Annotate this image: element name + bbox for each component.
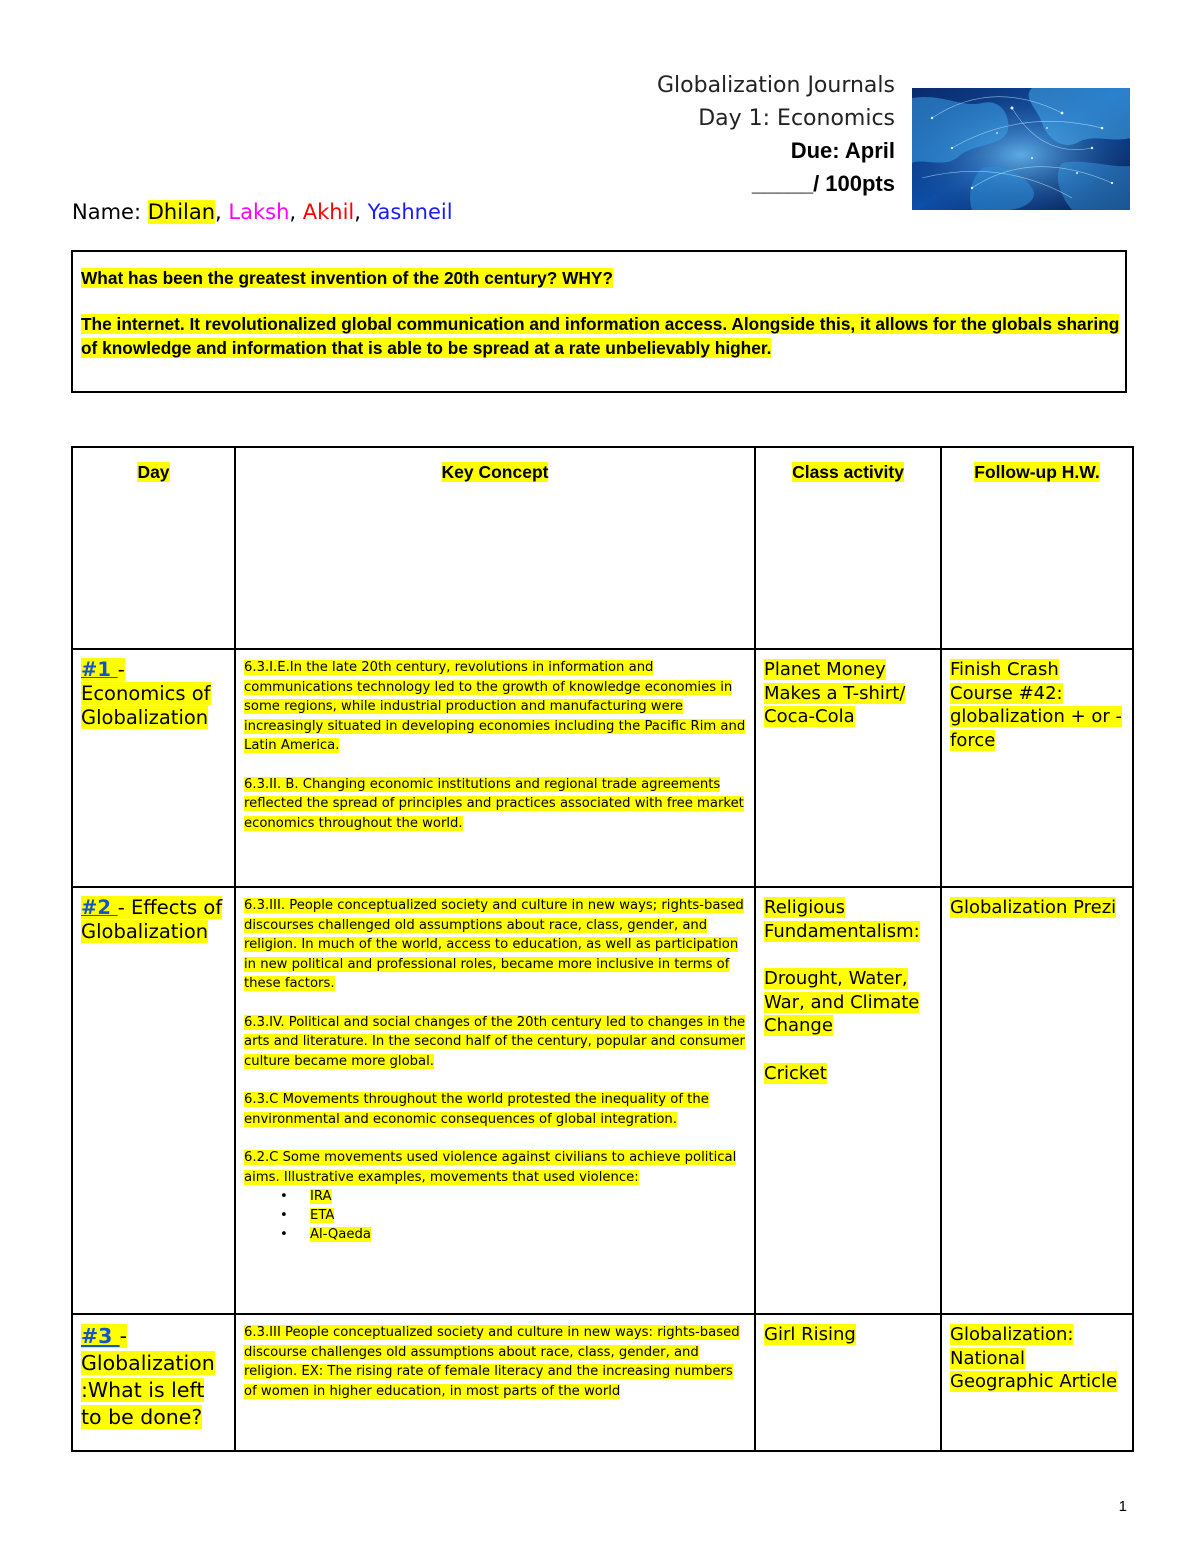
activity-text: Religious Fundamentalism: <box>764 897 920 942</box>
key-concept-cell <box>235 1314 755 1451</box>
day-cell <box>72 1314 235 1451</box>
bullet-list <box>244 1187 746 1244</box>
page-number: 1 <box>1118 1498 1127 1515</box>
student-name-2: Laksh <box>228 200 290 224</box>
table-row <box>72 1314 1133 1451</box>
student-name-3: Akhil <box>302 200 355 224</box>
header-cell-follow-up-hw: Follow-up H.W. <box>941 447 1133 649</box>
list-item: • IRA <box>310 1187 746 1206</box>
day-cell <box>72 649 235 887</box>
day-number-link[interactable]: #2 <box>81 896 118 919</box>
question-prompt: What has been the greatest invention of the 20th century? WHY? <box>81 268 613 288</box>
class-activity-cell <box>755 649 941 887</box>
table-row <box>72 887 1133 1314</box>
header-cell-class-activity: Class activity <box>755 447 941 649</box>
journal-header <box>657 70 895 200</box>
concept-text: 6.2.C Some movements used violence against civilians to achieve political aims. Illustrative examples, movements that used violence: <box>244 1150 737 1185</box>
day-cell <box>72 887 235 1314</box>
question-answer: The internet. It revolutionalized global communication and information access. Alongside this, it allows for the globals sharing of knowledge and information that is able to be spread at a rate unbelievably higher. <box>81 314 1120 358</box>
concept-text: 6.3.II. B. Changing economic institutions and regional trade agreements reflected the spread of principles and practices associated with free market economics throughout the world. <box>244 776 744 831</box>
student-name-4: Yashneil <box>367 200 453 224</box>
homework-cell <box>941 887 1133 1314</box>
homework-cell <box>941 649 1133 887</box>
homework-text: Finish Crash Course #42: globalization + or - force <box>950 659 1123 751</box>
concept-text: 6.3.IV. Political and social changes of the 20th century led to changes in the arts and literature. In the second half of the century, popular and consumer culture became more global. <box>244 1014 746 1069</box>
homework-text: Globalization Prezi <box>950 897 1117 918</box>
table-row <box>72 649 1133 887</box>
homework-text: Globalization: National Geographic Article <box>950 1324 1118 1392</box>
list-item: • Al-Qaeda <box>310 1225 746 1244</box>
header-cell-day: Day <box>72 447 235 649</box>
activity-text: Cricket <box>764 1062 827 1084</box>
activity-text: Girl Rising <box>764 1324 856 1345</box>
concept-text: 6.3.III. People conceptualized society and culture in new ways; rights-based discourses challenged old assumptions about race, class, gender, and religion. In much of the world, access to education, as well as participation in new political and professional roles, became more inclusive in terms of these factors. <box>244 898 744 991</box>
homework-cell <box>941 1314 1133 1451</box>
journal-table <box>71 446 1134 1452</box>
day-title: - Economics of Globalization <box>81 658 211 729</box>
day-title: - Effects of Globalization <box>81 896 223 943</box>
name-separator: , <box>289 200 303 224</box>
due-date: Due: April <box>790 138 895 163</box>
header-cell-key-concept: Key Concept <box>235 447 755 649</box>
points-field: _____/ 100pts <box>751 170 895 196</box>
name-separator: , <box>215 200 229 224</box>
day-number-link[interactable]: #1 <box>81 658 118 681</box>
concept-text: 6.3.I.E.In the late 20th century, revolutions in information and communications technology led to the growth of knowledge economies in some regions, while industrial production and manufacturing were increasingly situated in developing economies including the Pacific Rim and Latin America. <box>244 660 746 753</box>
concept-text: 6.3.III People conceptualized society and culture in new ways: rights-based discourse challenges old assumptions about race, class, gender, and religion. EX: The rising rate of female literacy and the increasing numbers of women in higher education, in most parts of the world <box>244 1325 740 1399</box>
journal-day: Day 1: Economics <box>698 105 895 131</box>
key-concept-cell <box>235 887 755 1314</box>
day-title: - Globalization :What is left to be done? <box>81 1324 215 1429</box>
activity-text: Planet Money Makes a T-shirt/ Coca-Cola <box>764 659 906 727</box>
world-network-map-image <box>912 88 1130 210</box>
name-separator: , <box>354 200 368 224</box>
key-concept-cell <box>235 649 755 887</box>
name-label: Name: <box>72 200 142 224</box>
activity-text: Drought, Water, War, and Climate Change <box>764 968 920 1036</box>
student-names <box>72 200 453 224</box>
concept-text: 6.3.C Movements throughout the world protested the inequality of the environmental and economic consequences of global integration. <box>244 1092 709 1127</box>
class-activity-cell <box>755 1314 941 1451</box>
question-box <box>71 250 1127 393</box>
class-activity-cell <box>755 887 941 1314</box>
list-item: • ETA <box>310 1206 746 1225</box>
journal-title: Globalization Journals <box>656 73 895 98</box>
day-number-link[interactable]: #3 <box>81 1324 120 1348</box>
table-header-row <box>72 447 1133 649</box>
student-name-1: Dhilan <box>147 200 216 224</box>
